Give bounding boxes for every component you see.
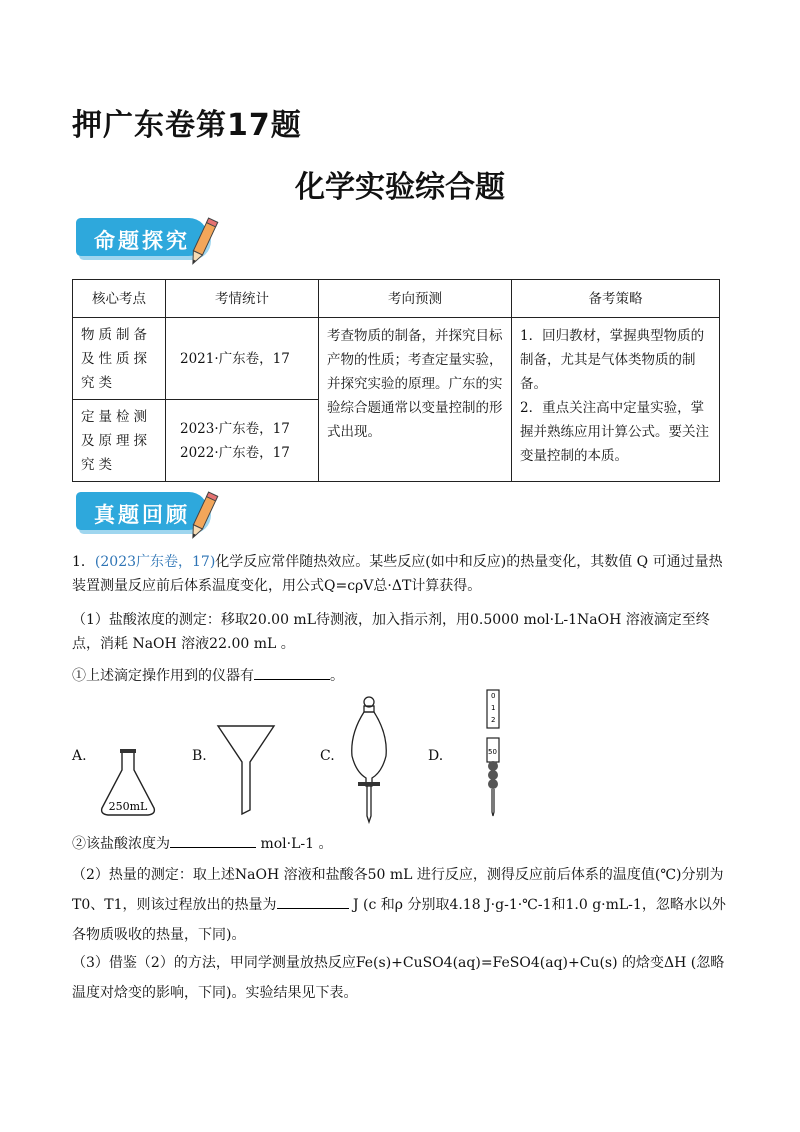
burette-tick-2: 2 [491, 716, 496, 724]
burette-tick-1: 1 [491, 704, 496, 712]
separatory-funnel-diagram [346, 694, 392, 824]
section-tag-label: 真题回顾 [94, 503, 190, 527]
pencil-icon [186, 488, 220, 544]
header-strategy: 备考策略 [512, 280, 720, 318]
answer-blank-3[interactable] [277, 894, 349, 909]
burette-tick-0: 0 [491, 692, 496, 700]
sub2-text: ②该盐酸浓度为 [72, 836, 170, 852]
conical-flask-diagram [96, 746, 162, 820]
question-stem-text: 化学反应常伴随热效应。某些反应(如中和反应)的热量变化，其数值 Q 可通过量热装置测量反应前后体系温度变化，用公式Q=cρV总·ΔT计算获得。 [72, 554, 723, 594]
option-b-label: B. [192, 748, 207, 764]
option-a-label: A. [72, 748, 87, 764]
section-tag-label: 命题探究 [94, 229, 190, 253]
answer-blank-1[interactable] [254, 665, 330, 680]
question-part1-sub1 [72, 664, 732, 688]
funnel-diagram [216, 724, 276, 816]
option-c-label: C. [320, 748, 335, 764]
question-number: 1． [72, 554, 95, 570]
strategy-cell [512, 318, 720, 482]
header-statistics: 考情统计 [166, 280, 319, 318]
row2-statistics-a: 2023·广东卷，17 [180, 420, 290, 437]
sub2-unit: mol·L-1 。 [260, 836, 333, 852]
row2-statistics [166, 400, 319, 482]
question-part3: （3）借鉴（2）的方法，甲同学测量放热反应Fe(s)+CuSO4(aq)=FeSO4(aq)+Cu(s) 的焓变ΔH (忽略温度对焓变的影响，下同)。实验结果见下表。 [72, 955, 725, 1001]
prediction-cell: 考查物质的制备，并探究目标产物的性质；考查定量实验，并探究实验的原理。广东的实验综合题通常以变量控制的形式出现。 [319, 318, 512, 482]
header-core-point: 核心考点 [73, 280, 166, 318]
answer-blank-2[interactable] [170, 833, 256, 848]
question-source: (2023广东卷，17) [94, 554, 216, 570]
burette-diagram [478, 688, 508, 818]
question-part1-sub2 [72, 832, 732, 856]
question-part2 [72, 860, 732, 950]
row2-statistics-b: 2022·广东卷，17 [180, 444, 290, 461]
part2-text-a: （2）热量的测定：取上述NaOH 溶液和盐酸各50 mL 进行反应，测得反应前后体系的温度值(℃)分别为 T0、T1，则该过程放出的热量为 [72, 867, 724, 913]
page-subtitle: 化学实验综合题 [295, 170, 505, 205]
pencil-icon [186, 214, 220, 270]
section-tag-review [74, 486, 222, 542]
section-tag-exploration [74, 212, 222, 268]
option-d-label: D. [428, 748, 444, 764]
row2-core-point: 定量检测及原理探究类 [73, 400, 166, 482]
row1-statistics: 2021·广东卷，17 [166, 318, 319, 400]
header-prediction: 考向预测 [319, 280, 512, 318]
strategy-item-2: 2．重点关注高中定量实验，掌握并熟练应用计算公式。要关注变量控制的本质。 [520, 400, 709, 464]
row1-core-point: 物质制备及性质探究类 [73, 318, 166, 400]
page-title: 押广东卷第17题 [72, 108, 302, 143]
sub1-end: 。 [330, 668, 344, 684]
burette-tick-50: 50 [488, 748, 497, 756]
sub1-text: ①上述滴定操作用到的仪器有 [72, 668, 254, 684]
exam-analysis-table [72, 279, 720, 482]
strategy-item-1: 1．回归教材，掌握典型物质的制备，尤其是气体类物质的制备。 [520, 328, 705, 392]
question-part1: （1）盐酸浓度的测定：移取20.00 mL待测液，加入指示剂，用0.5000 mol·L-1NaOH 溶液滴定至终点，消耗 NaOH 溶液22.00 mL 。 [72, 612, 710, 652]
question-stem [72, 550, 732, 598]
flask-volume-label: 250mL [108, 800, 148, 813]
part2-text-b: J (c 和ρ 分别取4.18 J·g-1·℃-1和1.0 g·mL-1，忽略水以外各物质吸收的热量，下同)。 [72, 897, 726, 943]
